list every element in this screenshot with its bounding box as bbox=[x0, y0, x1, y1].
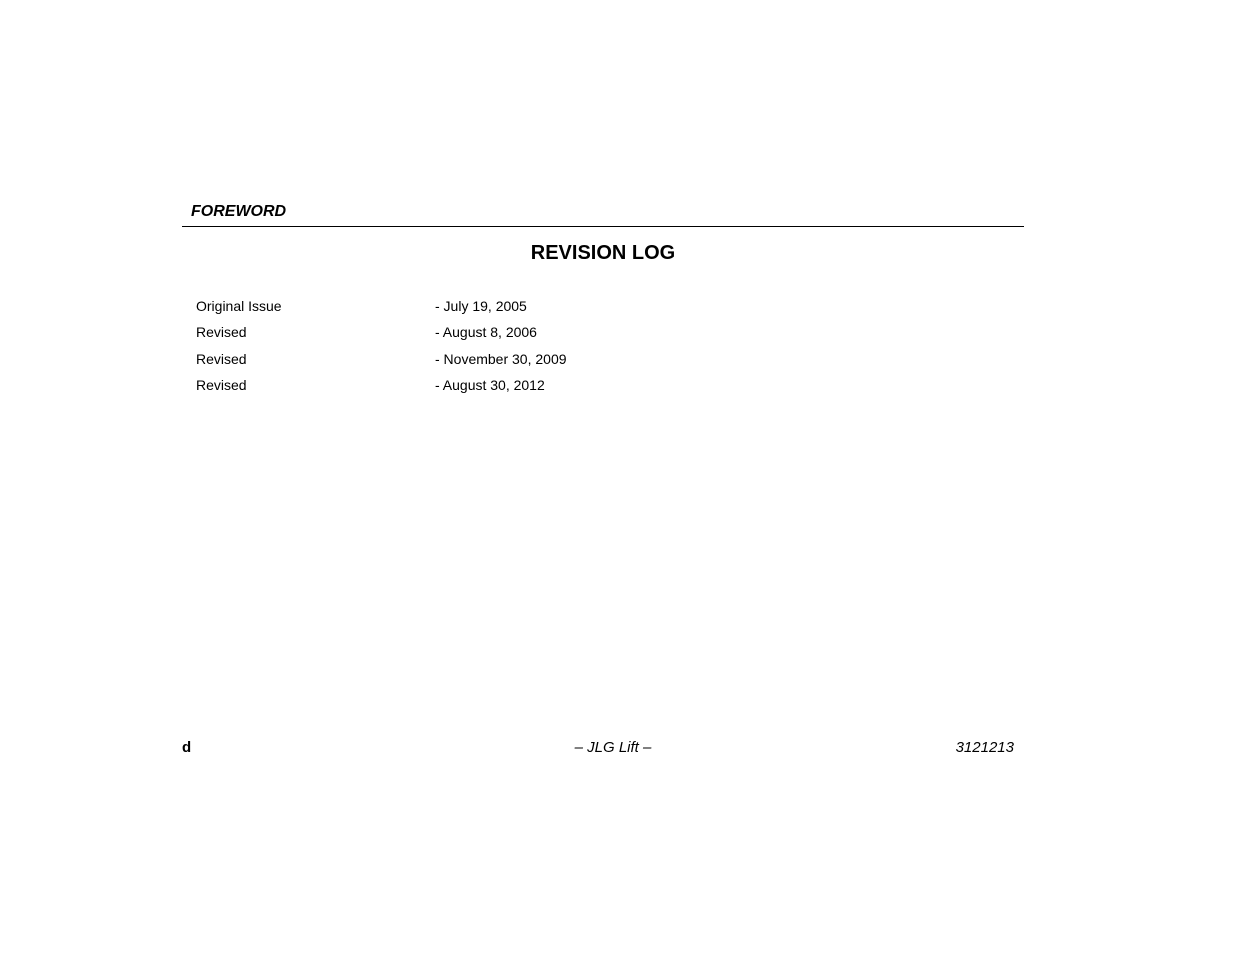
revision-label: Revised bbox=[196, 377, 247, 394]
revision-label: Revised bbox=[196, 324, 247, 341]
revision-date: - August 30, 2012 bbox=[435, 377, 545, 394]
header-divider bbox=[182, 226, 1024, 227]
revision-label: Original Issue bbox=[196, 298, 282, 314]
footer-title: – JLG Lift – bbox=[574, 739, 652, 756]
revision-date: - August 8, 2006 bbox=[435, 324, 537, 341]
revision-list bbox=[196, 296, 796, 402]
footer-doc-number: 3121213 bbox=[955, 739, 1014, 756]
revision-row bbox=[196, 349, 796, 375]
revision-row bbox=[196, 296, 796, 322]
section-header: FOREWORD bbox=[191, 203, 287, 220]
revision-row bbox=[196, 322, 796, 348]
page-title: REVISION LOG bbox=[530, 242, 676, 264]
revision-label: Revised bbox=[196, 350, 247, 367]
footer-page-letter: d bbox=[182, 739, 192, 756]
revision-date: - July 19, 2005 bbox=[435, 298, 527, 314]
revision-date: - November 30, 2009 bbox=[435, 350, 567, 367]
revision-row bbox=[196, 375, 796, 401]
